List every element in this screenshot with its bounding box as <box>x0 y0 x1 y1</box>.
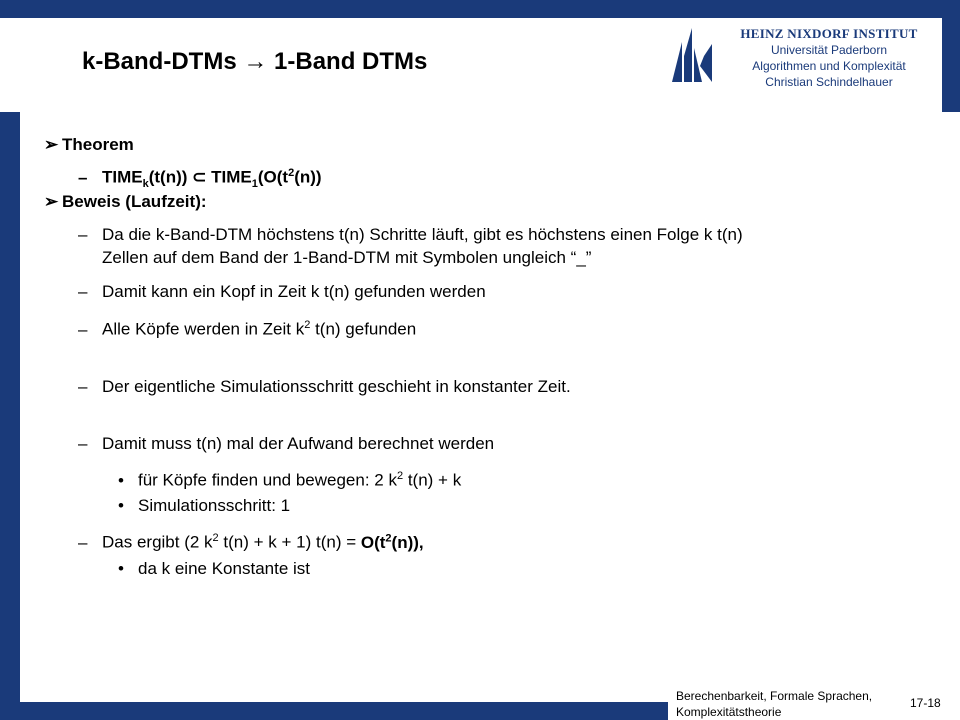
page-number: 17-18 <box>910 696 941 710</box>
subset-icon: ⊂ <box>192 167 207 187</box>
slide-title: k-Band-DTMs → 1-Band DTMs <box>82 48 428 75</box>
proof-point-3: – Alle Köpfe werden in Zeit $k^2$ t(n) gefunden <box>78 319 417 339</box>
sub-point-2: • Simulationsschritt: 1 <box>118 496 291 515</box>
institute-name: HEINZ NIXDORF INSTITUT <box>740 26 918 41</box>
proof-point-6: – Das ergibt (2 $k^2$ t(n) + k + 1) $t(n) = O(t^2(n))$, <box>78 532 424 552</box>
institute-line-3: Christian Schindelhauer <box>765 75 893 89</box>
proof-point-5: – Damit muss t(n) mal der Aufwand berechnet werden <box>78 434 495 453</box>
institute-line-1: Universität Paderborn <box>770 43 888 57</box>
bullet-theorem: ➢ Theorem <box>44 135 134 154</box>
bullet-proof: ➢ Beweis (Laufzeit): <box>44 192 207 211</box>
proof-point-1-cont: Zellen auf dem Band der 1-Band-DTM mit Symbolen ungleich “_” <box>102 248 592 267</box>
proof-point-1: – Da die k-Band-DTM höchstens t(n) Schritte läuft, gibt es höchstens einen Folge k t(n) <box>78 225 743 244</box>
arrow-icon: → <box>243 48 268 75</box>
footer-course: Berechenbarkeit, Formale Sprachen, Komplexitätstheorie <box>676 689 873 719</box>
sub-point-1: • für Köpfe finden und bewegen: 2 $k^2$ t(n) + k <box>118 470 462 490</box>
proof-point-4: – Der eigentliche Simulationsschritt geschieht in konstanter Zeit. <box>78 377 571 396</box>
sub-point-3: • da k eine Konstante ist <box>118 559 311 578</box>
arrow-bullet-icon: ➢ <box>44 135 59 154</box>
arrow-bullet-icon: ➢ <box>44 192 59 211</box>
theorem-statement: – $TIME_k(t(n))$ ⊂ $TIME_1(O(t^2(n))$ <box>78 167 322 191</box>
institute-line-2: Algorithmen und Komplexität <box>752 59 906 73</box>
proof-point-2: – Damit kann ein Kopf in Zeit k t(n) gefunden werden <box>78 282 486 301</box>
